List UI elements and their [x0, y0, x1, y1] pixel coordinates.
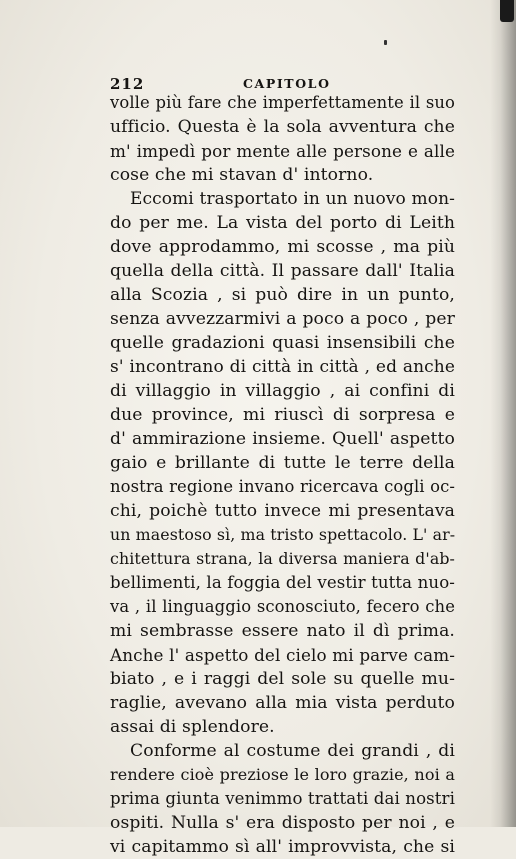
corner-tab-mark	[500, 0, 514, 22]
text-line: d' ammirazione insieme. Quell' aspetto	[110, 429, 455, 449]
binding-shadow	[490, 0, 516, 827]
text-line: vi capitammo sì all' improvvista, che si	[110, 837, 455, 857]
text-line: prima giunta venimmo trattati dai nostri	[110, 789, 455, 808]
text-line: Anche l' aspetto del cielo mi parve cam-	[110, 645, 455, 665]
text-line: di villaggio in villaggio , ai confini di	[110, 381, 455, 401]
text-line: rendere cioè preziose le loro grazie, noi a	[110, 765, 455, 784]
text-line: raglie, avevano alla mia vista perduto	[110, 693, 455, 713]
text-line: volle più fare che imperfettamente il suo	[110, 93, 455, 112]
text-line: ospiti. Nulla s' era disposto per noi , e	[110, 813, 455, 833]
body-text	[110, 91, 455, 859]
text-line: va , il linguaggio sconosciuto, fecero che	[110, 597, 455, 616]
text-line: ufficio. Questa è la sola avventura che	[110, 117, 455, 137]
text-line: quelle gradazioni quasi insensibili che	[110, 333, 455, 353]
text-line: due province, mi riuscì di sorpresa e	[110, 405, 455, 425]
text-line: mi sembrasse essere nato il dì prima.	[110, 621, 455, 641]
text-line: gaio e brillante di tutte le terre della	[110, 453, 455, 473]
text-line: chitettura strana, la diversa maniera d'ab-	[110, 549, 455, 568]
text-line: bellimenti, la foggia del vestir tutta nuo-	[110, 573, 455, 592]
text-line: Eccomi trasportato in un nuovo mon-	[130, 189, 455, 209]
text-line: dove approdammo, mi scosse , ma più	[110, 237, 455, 257]
text-line: do per me. La vista del porto di Leith	[110, 213, 455, 233]
text-line: Conforme al costume dei grandi , di	[130, 741, 455, 761]
ink-speck	[384, 40, 387, 45]
text-line: biato , e i raggi del sole su quelle mu-	[110, 669, 455, 689]
text-line: cose che mi stavan d' intorno.	[110, 165, 374, 185]
text-line: un maestoso sì, ma tristo spettacolo. L' ar-	[110, 525, 456, 544]
running-head: CAPITOLO	[243, 76, 331, 91]
text-line: alla Scozia , si può dire in un punto,	[110, 285, 455, 305]
text-line: senza avvezzarmivi a poco a poco , per	[110, 309, 455, 329]
text-line: nostra regione invano ricercava cogli oc-	[110, 477, 455, 496]
text-line: s' incontrano di città in città , ed anche	[110, 357, 455, 377]
text-line: quella della città. Il passare dall' Italia	[110, 261, 455, 281]
page-number: 212	[110, 75, 145, 93]
text-line: assai di splendore.	[110, 717, 275, 737]
text-line: chi, poichè tutto invece mi presentava	[110, 501, 455, 521]
text-line: m' impedì por mente alle persone e alle	[110, 141, 455, 161]
